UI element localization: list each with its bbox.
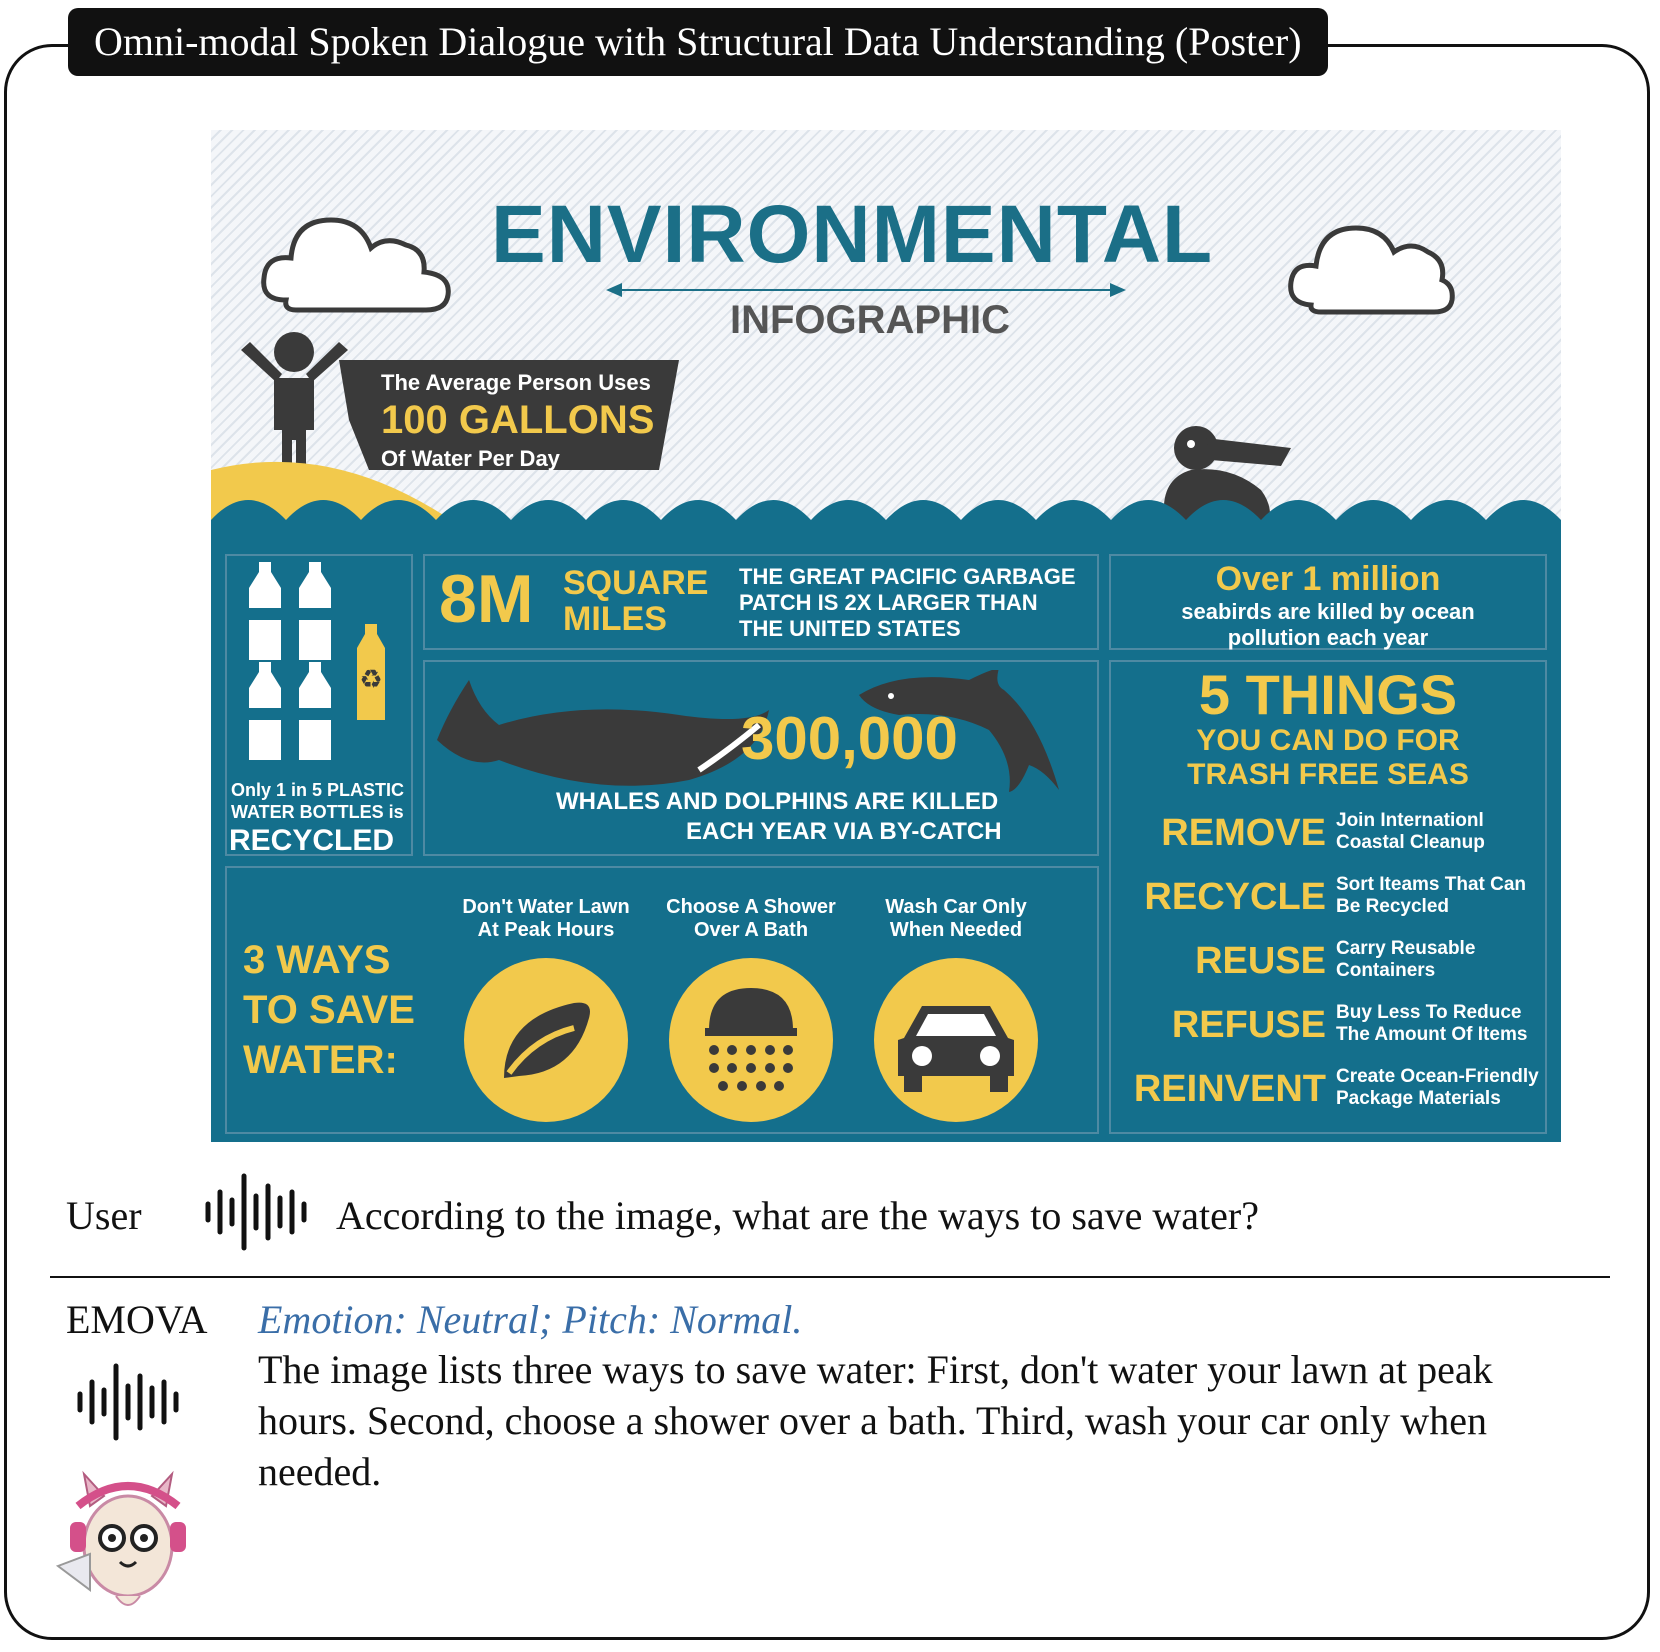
cloud-icon	[256, 190, 456, 320]
seabirds-line2: seabirds are killed by ocean	[1181, 599, 1475, 624]
way1-line2: At Peak Hours	[477, 919, 615, 941]
model-label: EMOVA	[66, 1297, 208, 1342]
user-question: According to the image, what are the ways to save water?	[336, 1193, 1259, 1238]
shower-icon	[669, 958, 833, 1122]
double-arrow-icon	[606, 280, 1126, 300]
bottles-icon	[239, 560, 409, 780]
garbage-desc3: THE UNITED STATES	[739, 616, 961, 641]
things-title2: YOU CAN DO FOR	[1196, 724, 1460, 757]
bottles-line3: RECYCLED	[229, 824, 395, 857]
ways-title1: 3 WAYS	[243, 938, 391, 982]
way2-line2: Over A Bath	[693, 919, 809, 941]
gallons-line1: The Average Person Uses	[381, 370, 651, 395]
way3-line1: Wash Car Only	[885, 896, 1027, 918]
figure-title: Omni-modal Spoken Dialogue with Structural Data Understanding (Poster)	[68, 8, 1328, 76]
garbage-desc1: THE GREAT PACIFIC GARBAGE	[739, 564, 1076, 589]
way1-line1: Don't Water Lawn	[462, 896, 630, 918]
garbage-big: 8M	[439, 561, 534, 637]
things-title1: 5 THINGS	[1198, 663, 1458, 726]
things-item: REINVENT Create Ocean-Friendly Package Materials	[1133, 1066, 1539, 1110]
seabirds-line1: Over 1 million	[1215, 560, 1441, 598]
gallons-line2: 100 GALLONS	[381, 398, 655, 442]
things-item: RECYCLE Sort Iteams That Can Be Recycled	[1144, 874, 1527, 918]
llama-mascot-icon	[56, 1466, 196, 1616]
divider	[50, 1276, 1610, 1278]
way2-line1: Choose A Shower	[666, 896, 836, 918]
leaf-icon	[464, 958, 628, 1122]
audio-waveform-icon	[204, 1172, 312, 1252]
gallons-line3: Of Water Per Day	[381, 446, 560, 471]
things-item: REUSE Carry Reusable Containers	[1195, 938, 1476, 982]
user-label: User	[66, 1193, 142, 1238]
whales-line1: WHALES AND DOLPHINS ARE KILLED	[556, 788, 999, 815]
garbage-desc2: PATCH IS 2X LARGER THAN	[739, 590, 1038, 615]
poster-title: ENVIRONMENTAL	[491, 189, 1214, 280]
emotion-line: Emotion: Neutral; Pitch: Normal.	[258, 1297, 803, 1342]
garbage-unit1: SQUARE	[563, 564, 709, 602]
seabirds-line3: pollution each year	[1227, 625, 1429, 650]
bottles-line2: WATER BOTTLES is	[231, 802, 404, 822]
cloud-icon	[1286, 200, 1456, 320]
things-item: REMOVE Join Internationl Coastal Cleanup	[1161, 810, 1485, 854]
things-item: REFUSE Buy Less To Reduce The Amount Of Items	[1171, 1002, 1528, 1046]
things-title3: TRASH FREE SEAS	[1187, 758, 1469, 791]
garbage-unit2: MILES	[563, 600, 667, 638]
whales-big: 300,000	[741, 705, 958, 772]
svg-text:♻: ♻	[359, 664, 383, 694]
model-response: The image lists three ways to save water: First, don't water your lawn at peak hours. Second, choose a shower over a bath. Third, wash your car only when needed.	[258, 1347, 1493, 1494]
audio-waveform-icon	[76, 1362, 184, 1442]
ways-title3: WATER:	[243, 1038, 398, 1082]
ocean-waves	[211, 460, 1561, 560]
whales-line2: EACH YEAR VIA BY-CATCH	[686, 818, 1002, 845]
way3-line2: When Needed	[889, 919, 1023, 941]
poster-image	[211, 130, 1561, 1142]
car-icon	[874, 958, 1038, 1122]
ways-title2: TO SAVE	[243, 988, 415, 1032]
bottles-line1: Only 1 in 5 PLASTIC	[231, 780, 405, 800]
poster-subtitle: INFOGRAPHIC	[730, 298, 1010, 342]
